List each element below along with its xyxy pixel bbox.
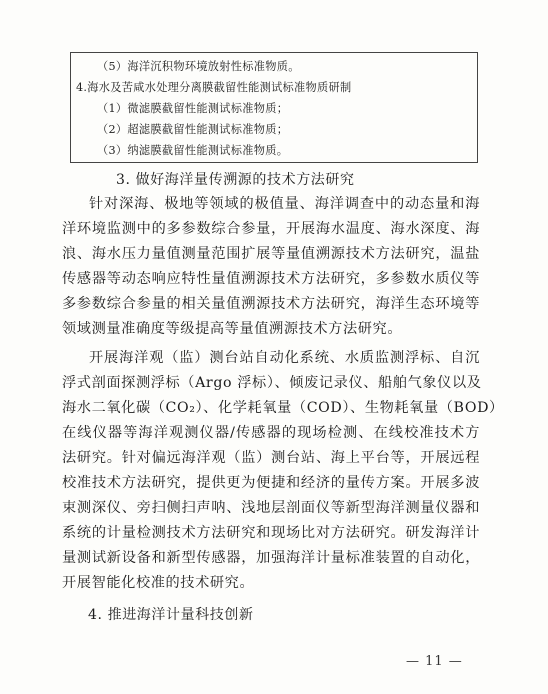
paragraph-line: 针对深海、极地等领域的极值量、海洋调查中的动态量和海 <box>89 196 480 212</box>
paragraph-line: 系统的计量检测技术方法研究和现场比对方法研究。研发海洋计 <box>62 525 480 541</box>
paragraph-line: 校准技术方法研究，提供更为便捷和经济的量传方案。开展多波 <box>62 475 480 491</box>
paragraph-line: 开展智能化校准的技术研究。 <box>62 575 255 591</box>
section-heading: 3. 做好海洋量传溯源的技术方法研究 <box>116 172 355 188</box>
paragraph-line: 领域测量准确度等级提高等量值溯源技术方法研究。 <box>62 321 403 337</box>
paragraph-line: 浪、海水压力量值测量范围扩展等量值溯源技术方法研究，温盐 <box>62 246 480 262</box>
paragraph-line: 传感器等动态响应特性量值溯源技术方法研究，多参数水质仪等 <box>62 271 480 287</box>
paragraph-line: 浮式剖面探测浮标（Argo 浮标）、倾废记录仪、船舶气象仪以及 <box>62 375 482 391</box>
box-line: （1）微滤膜截留性能测试标准物质； <box>97 102 289 115</box>
paragraph-line: 多参数综合参量的相关量值溯源技术方法研究，海洋生态环境等 <box>62 296 480 312</box>
paragraph-line: 束测深仪、旁扫侧扫声呐、浅地层剖面仪等新型海洋测量仪器和 <box>62 500 480 516</box>
section-heading: 4. 推进海洋计量科技创新 <box>88 607 254 623</box>
box-line: 4.海水及苦咸水处理分离膜截留性能测试标准物质研制 <box>76 81 352 94</box>
page-number: — 11 — <box>406 654 463 669</box>
box-line: （2）超滤膜截留性能测试标准物质； <box>97 123 289 136</box>
paragraph-line: 法研究。针对偏远海洋观（监）测台站、海上平台等，开展远程 <box>62 450 480 466</box>
paragraph-line: 在线仪器等海洋观测仪器/传感器的现场检测、在线校准技术方 <box>62 425 480 441</box>
paragraph-line: 洋环境监测中的多参数综合参量，开展海水温度、海水深度、海 <box>62 221 480 237</box>
paragraph-line: 海水二氧化碳（CO₂）、化学耗氧量（COD）、生物耗氧量（BOD） <box>62 400 504 416</box>
box-line: （5）海洋沉积物环境放射性标准物质。 <box>97 60 300 73</box>
box-line: （3）纳滤膜截留性能测试标准物质。 <box>97 144 289 157</box>
paragraph-line: 开展海洋观（监）测台站自动化系统、水质监测浮标、自沉 <box>89 350 480 366</box>
paragraph-line: 量测试新设备和新型传感器，加强海洋计量标准装置的自动化， <box>62 550 480 566</box>
